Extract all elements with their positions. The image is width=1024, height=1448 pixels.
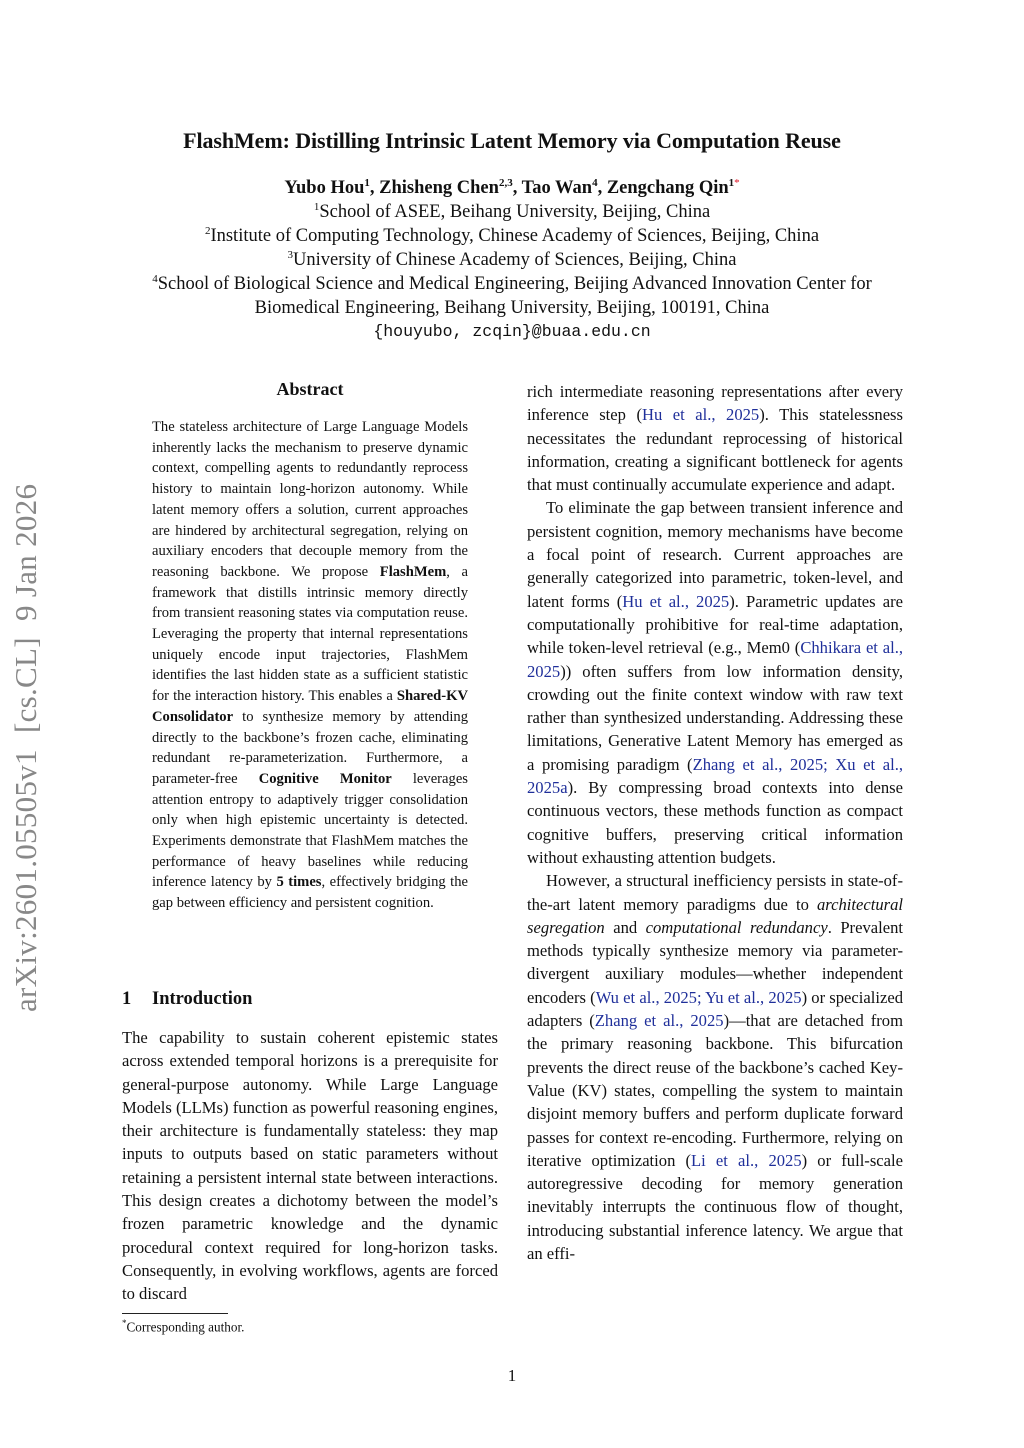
intro-left-column [122, 1026, 498, 1306]
right-column [527, 380, 903, 1265]
affiliation-1: $^1$School of ASEE, Beihang University, Beijing, China [313, 201, 711, 222]
abstract-body: The stateless architecture of Large Language Models inherently lacks the mechanism to preserve dynamic context, compelling agents to redundantly reprocess history to maintain long-horizon autonomy. While latent memory offers a solution, current approaches are hindered by architectural segregation, relying on auxiliary encoders that decouple memory from the reasoning backbone. We propose FlashMem, a framework that distills intrinsic memory directly from transient reasoning states via computation reuse. Leveraging the property that internal representations uniquely encode input trajectories, FlashMem identifies the last hidden state as a sufficient statistic for the interaction history. This enables a Shared-KV Consolidator to synthesize memory by attending directly to the backbone’s frozen cache, eliminating redundant re-parameterization. Furthermore, a parameter-free Cognitive Monitor leverages attention entropy to adaptively trigger consolidation only when high epistemic uncertainty is detected. Experiments demonstrate that FlashMem matches the performance of heavy baselines while reducing inference latency by 5 times, effectively bridging the gap between efficiency and persistent cognition. [152, 419, 469, 912]
citation-link[interactable]: Hu et al., 2025 [641, 405, 760, 425]
footnote-rule [122, 1313, 228, 1314]
paper-title: FlashMem: Distilling Intrinsic Latent Memory via Computation Reuse [183, 128, 841, 153]
author-block [0, 176, 1024, 344]
abstract-heading: Abstract [276, 379, 344, 399]
affiliation-3: $^3$University of Chinese Academy of Sciences, Beijing, China [287, 249, 737, 270]
right-paragraph-2: To eliminate the gap between transient inference and persistent cognition, memory mechanisms have become a focal point of research. Current approaches are generally categorized into parametric, token-level, and latent forms (Hu et al., 2025). Parametric updates are computationally prohibitive for real-time adaptation, while token-level retrieval (e.g., Mem0 (Chhikara et al., 2025)) often suffers from low information density, crowding out the finite context window with raw text rather than synthesized understanding. Addressing these limitations, Generative Latent Memory has emerged as a promising paradigm (Zhang et al., 2025; Xu et al., 2025a). By compressing broad contexts into dense continuous vectors, these methods function as compact cognitive buffers, preserving critical information without exhausting attention budgets. [527, 498, 903, 867]
citation-link[interactable]: Zhang et al., 2025; Xu et al., 2025a [527, 754, 903, 798]
footnote: *Corresponding author. [122, 1318, 245, 1335]
citation-link[interactable]: Wu et al., 2025; Yu et al., 2025 [595, 987, 802, 1007]
citation-link[interactable]: Zhang et al., 2025 [594, 1011, 724, 1031]
author-email: {houyubo, zcqin}@buaa.edu.cn [373, 322, 651, 341]
affiliation-4-cont: Biomedical Engineering, Beihang University, Beijing, 100191, China [254, 298, 770, 318]
affiliation-4: $^4$School of Biological Science and Medical Engineering, Beijing Advanced Innovation Center for [152, 273, 872, 294]
arxiv-stamp: arXiv:2601.05505v1 [cs.CL] 9 Jan 2026 [8, 483, 43, 1012]
intro-paragraph-1: The capability to sustain coherent epistemic states across extended temporal horizons is a prerequisite for general-purpose autonomy. While Large Language Models (LLMs) function as powerful reasoning engines, their architecture is fundamentally stateless: they map inputs to outputs based on static parameters without retaining a persistent internal state between interactions. This design creates a dichotomy between the model’s frozen parametric knowledge and the dynamic procedural context required for long-horizon tasks. Consequently, in evolving workflows, agents are forced to discard [122, 1028, 498, 1304]
section-heading-introduction: 1 Introduction [122, 989, 253, 1009]
author-names: Yubo Hou$^1$, Zhisheng Chen$^{2,3}$, Tao Wan$^4$, Zengchang Qin$^{1*}$ [284, 177, 740, 198]
right-paragraph-1: rich intermediate reasoning representations after every inference step (Hu et al., 2025). This statelessness necessitates the redundant reprocessing of historical information, creating a significant bottleneck for agents that must continually accumulate experience and adapt. [527, 382, 903, 495]
affiliation-2: $^2$Institute of Computing Technology, Chinese Academy of Sciences, Beijing, China [204, 225, 820, 246]
page-number: 1 [507, 1366, 517, 1385]
corresponding-star: * [734, 177, 740, 189]
citation-link[interactable]: Chhikara et al., 2025 [527, 638, 903, 681]
citation-link[interactable]: Hu et al., 2025 [622, 591, 730, 611]
right-paragraph-3: However, a structural inefficiency persists in state-of-the-art latent memory paradigms due to architectural segregation and computational redundancy. Prevalent methods typically synthesize memory via parameter-divergent auxiliary modules—whether independent encoders (Wu et al., 2025; Yu et al., 2025) or specialized adapters (Zhang et al., 2025)—that are detached from the primary reasoning backbone. This bifurcation prevents the direct reuse of the backbone’s cached Key-Value (KV) states, compelling the system to maintain disjoint memory buffers and perform duplicate forward passes for context re-encoding. Furthermore, relying on iterative optimization (Li et al., 2025) or full-scale autoregressive decoding for memory generation inevitably interrupts the continuous flow of thought, introducing substantial inference latency. We argue that an effi- [527, 871, 904, 1263]
citation-link[interactable]: Li et al., 2025 [691, 1150, 802, 1170]
